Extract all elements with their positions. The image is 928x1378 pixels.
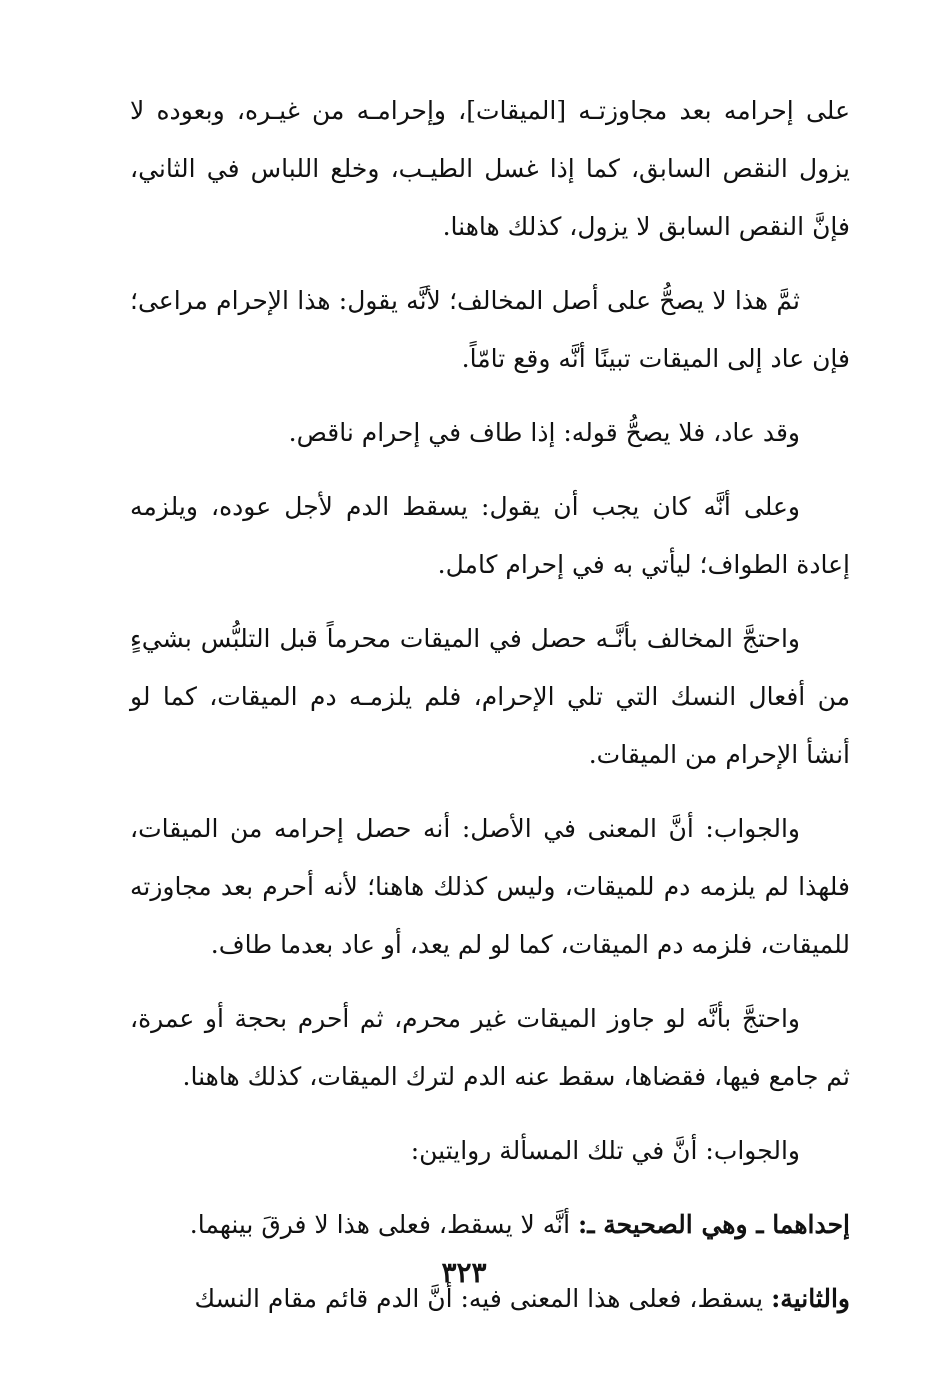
paragraph-7: واحتجَّ بأنَّه لو جاوز الميقات غير محرم، ثم أحرم بحجة أو عمرة، ثم جامع فيها، فقضاها، سقط عنه الدم لترك الميقات، كذلك هاهنا. [130, 1004, 850, 1091]
paragraph-4: وعلى أنَّه كان يجب أن يقول: يسقط الدم لأجل عوده، ويلزمه إعادة الطواف؛ ليأتي به في إحرام كامل. [130, 492, 850, 579]
paragraph-2: ثمَّ هذا لا يصحُّ على أصل المخالف؛ لأنَّه يقول: هذا الإحرام مراعى؛ فإن عاد إلى الميقات تبينًا أنَّه وقع تامّاً. [130, 286, 850, 373]
paragraph-5: واحتجَّ المخالف بأنَّـه حصل في الميقات محرماً قبل التلبُّس بشيءٍ من أفعال النسك التي تلي الإحرام، فلم يلزمـه دم الميقات، كما لو أنشأ الإحرام من الميقات. [130, 624, 850, 769]
first-narration-text: أنَّه لا يسقط، فعلى هذا لا فرقَ بينهما. [189, 1210, 579, 1239]
paragraph-1: على إحرامه بعد مجاوزتـه [الميقات]، وإحرامـه من غيـره، وبعوده لا يزول النقص السابق، كما إذا غسل الطيـب، وخلع اللباس في الثاني، فإنَّ النقص السابق لا يزول، كذلك هاهنا. [130, 96, 850, 241]
paragraph-3: وقد عاد، فلا يصحُّ قوله: إذا طاف في إحرام ناقص. [288, 418, 800, 447]
second-narration-lead: والثانية: [771, 1284, 850, 1313]
paragraph-first-narration [130, 1196, 850, 1254]
paragraph-6: والجواب: أنَّ المعنى في الأصل: أنه حصل إحرامه من الميقات، فلهذا لم يلزمه دم للميقات، وليس كذلك هاهنا؛ لأنه أحرم بعد مجاوزته للميقات، فلزمه دم الميقات، كما لو لم يعد، أو عاد بعدما طاف. [130, 814, 850, 959]
paragraph-8: والجواب: أنَّ في تلك المسألة روايتين: [410, 1136, 800, 1165]
first-narration-lead: إحداهما ـ وهي الصحيحة ـ: [578, 1210, 850, 1239]
page-number: ٣٢٣ [441, 1256, 487, 1289]
second-narration-text: يسقط، فعلى هذا المعنى فيه: أنَّ الدم قائم مقام النسك [194, 1284, 772, 1313]
